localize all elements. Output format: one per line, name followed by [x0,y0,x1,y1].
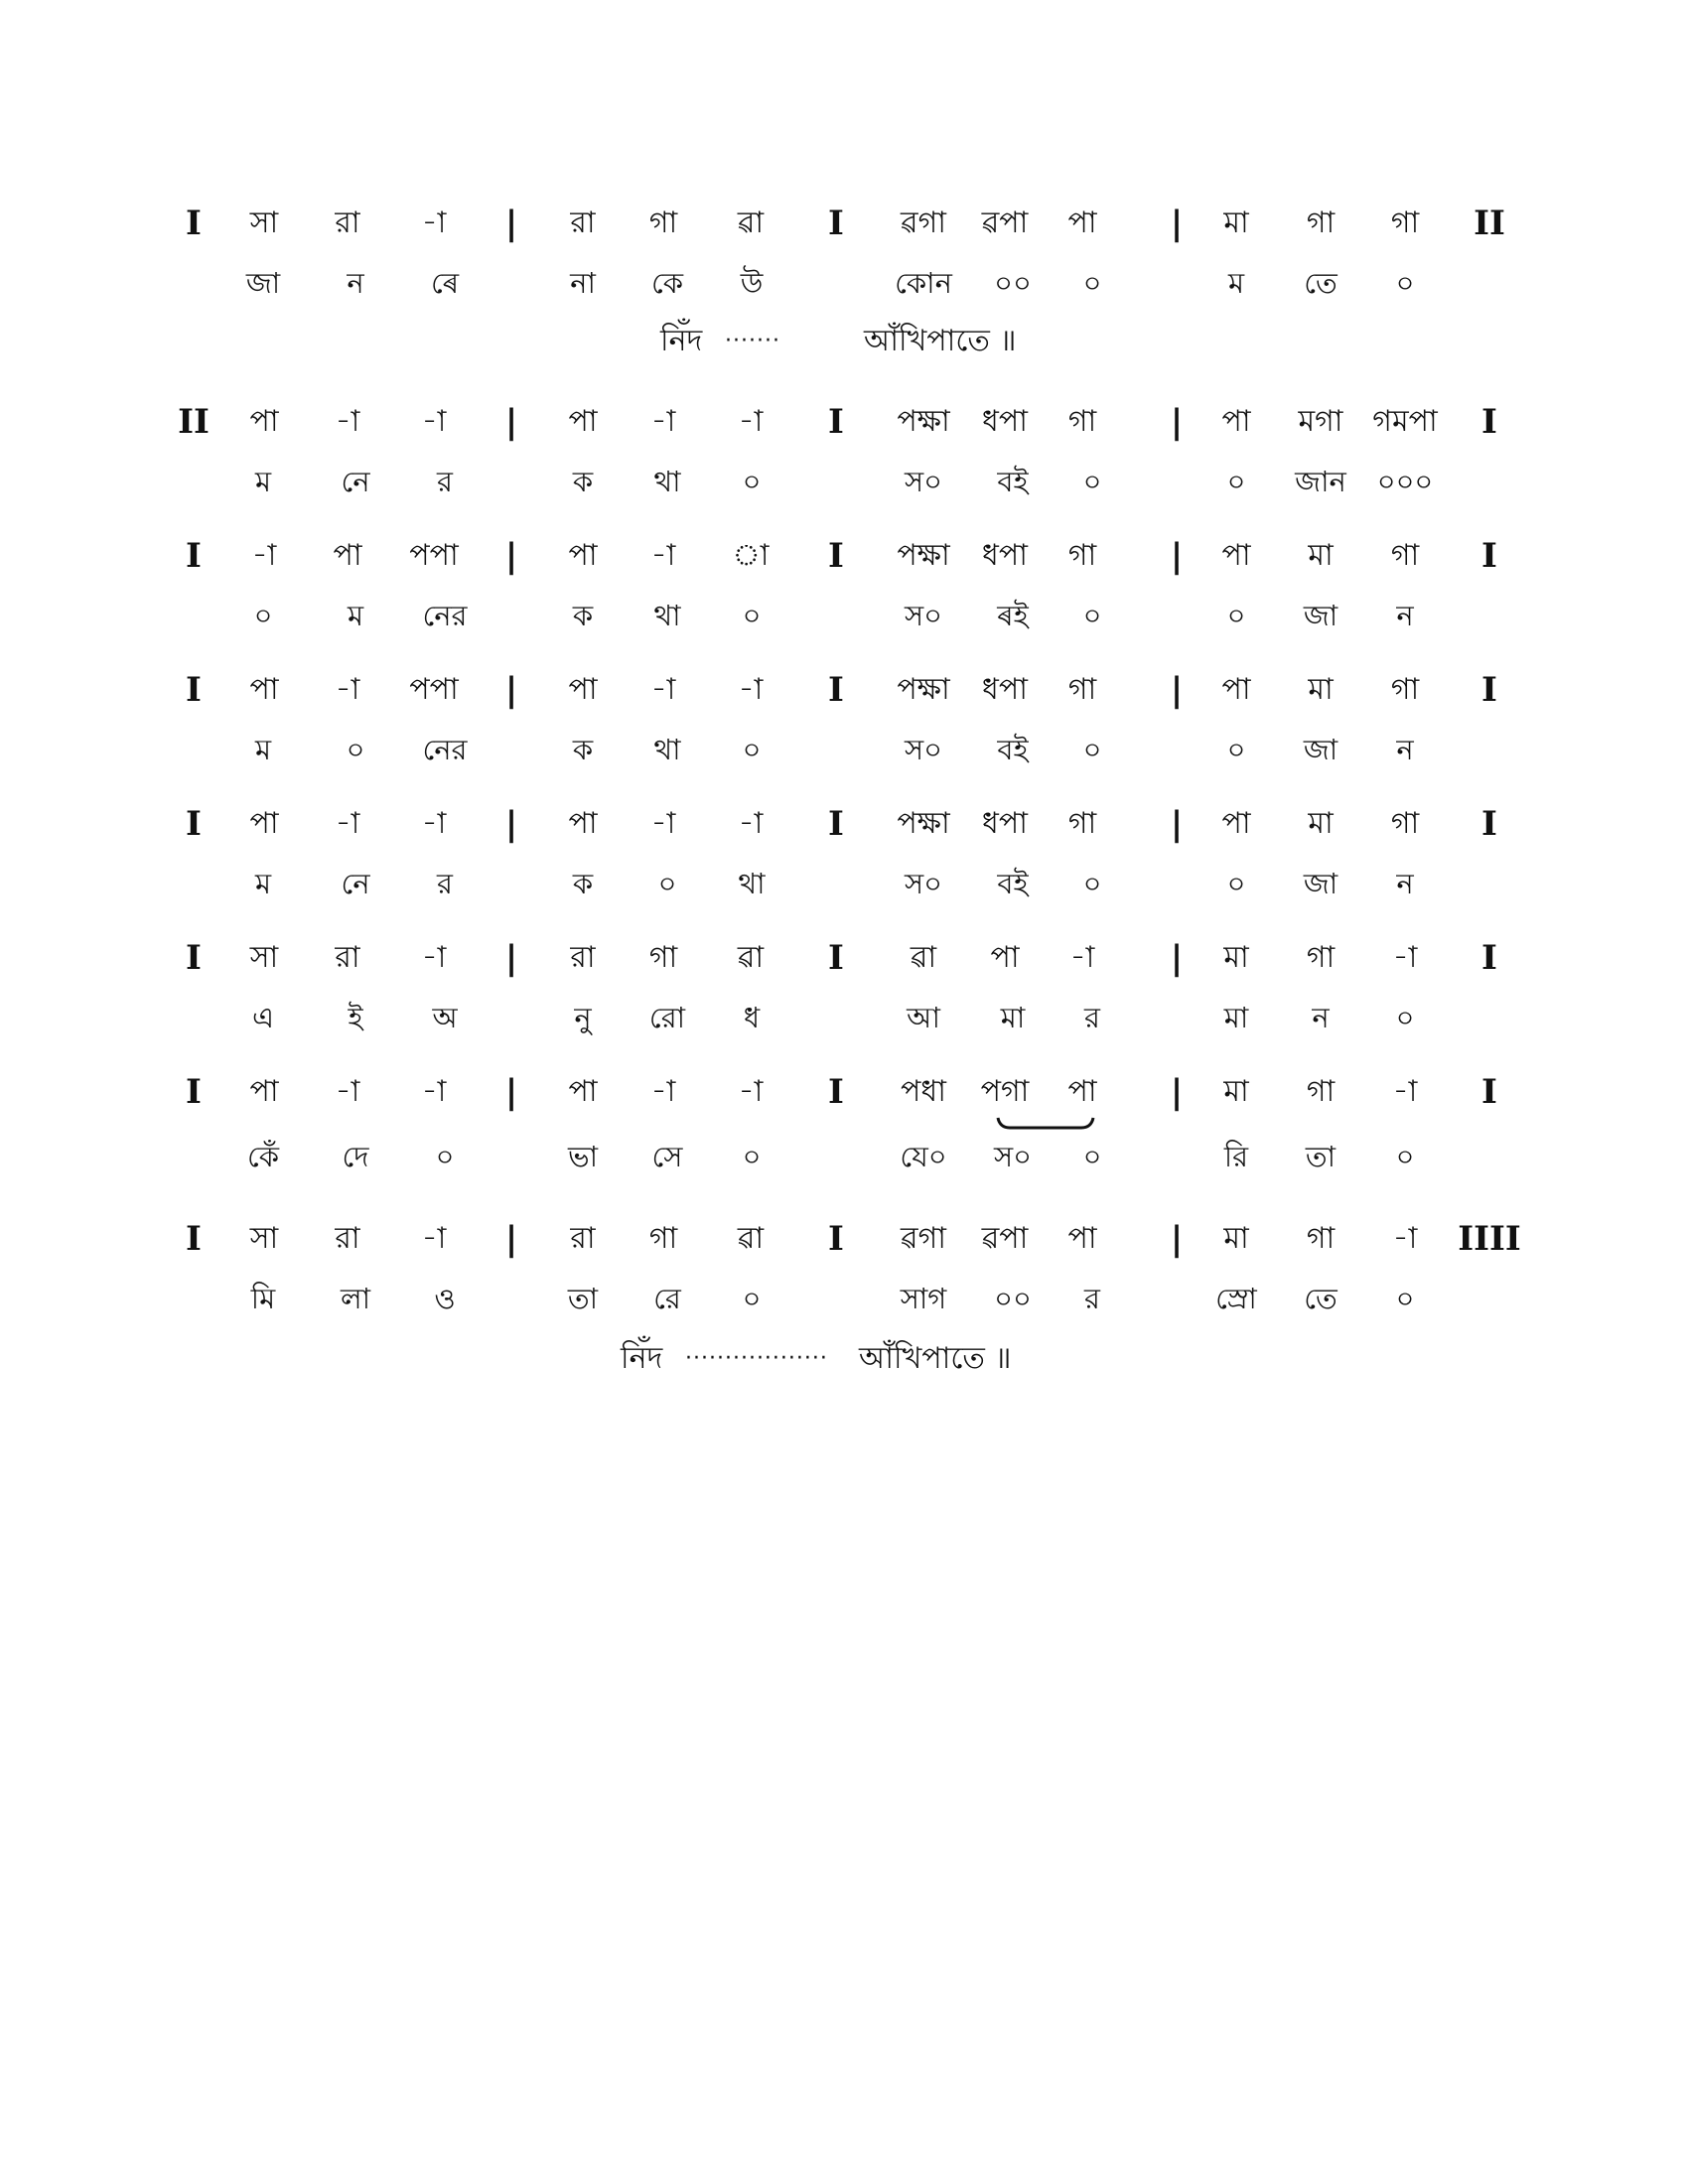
swara-note: পা [568,672,598,707]
swara-note: ৱা [737,940,765,975]
swara-note: পা [1067,205,1097,240]
lyric-syllable: র [1084,1282,1100,1315]
swara-note: সা [249,940,279,975]
bar-line: I [828,1072,844,1112]
lyric-syllable: নু [574,1001,592,1034]
notation-row-3 [0,536,1688,576]
swara-note: পা [568,1074,598,1109]
swara-note: -া [335,404,360,439]
lyric-syllable: যে০ [900,1140,947,1173]
swara-note: গা [1306,940,1336,975]
swara-note: পা [1221,672,1251,707]
lyric-syllable: ০ [742,599,762,632]
refrain-line [0,320,1688,363]
refrain-end: আঁখিপাতে ॥ [859,1341,1012,1376]
swara-note: পা [249,1074,279,1109]
bar-line: I [828,804,844,844]
lyric-syllable: ক [572,599,594,632]
swara-note: -া [335,1074,360,1109]
swara-note: মা [1223,940,1249,975]
lyric-row-5 [0,864,1688,903]
lyric-syllable: না [570,266,596,300]
bar-line: I [1481,938,1497,978]
swara-note: -া [335,806,360,841]
bar-line: I [186,204,202,243]
swara-note: ধপা [982,672,1028,707]
lyric-syllable: ০ [742,1140,762,1173]
swara-note: গা [1390,205,1420,240]
lyric-syllable: স০ [904,733,943,766]
lyric-syllable: ০ [1226,599,1246,632]
lyric-syllable: ০ [742,465,762,498]
bar-line: II [178,402,210,442]
bar-line: I [1481,536,1497,576]
swara-note: পগা [980,1074,1030,1109]
lyric-syllable: ০ [742,733,762,766]
lyric-syllable: ০ [346,733,365,766]
lyric-syllable: বই [997,867,1029,900]
lyric-syllable: ৰে [430,266,460,300]
bar-line: | [504,804,518,844]
lyric-syllable: লা [340,1282,371,1315]
swara-note: -া [650,538,676,573]
lyric-syllable: ০ [1082,867,1102,900]
lyric-syllable: দে [342,1140,369,1173]
swara-note: গা [1067,806,1097,841]
lyric-syllable: ম [254,465,272,498]
swara-note: সা [249,205,279,240]
swara-note: রা [335,940,360,975]
swara-note: গা [648,940,678,975]
lyric-syllable: ম [347,599,364,632]
notation-row-7 [0,1072,1688,1112]
swara-note: -া [421,205,447,240]
lyric-syllable: নের [422,599,468,632]
lyric-syllable: থা [653,733,681,766]
bar-line: | [504,536,518,576]
swara-note: -া [1069,940,1095,975]
swara-note: ৱপা [981,205,1029,240]
swara-note: ধপা [982,806,1028,841]
bar-line: I [186,670,202,710]
lyric-syllable: ন [1396,599,1414,632]
bar-line: I [186,804,202,844]
bar-line: | [1170,938,1184,978]
notation-row-2 [0,402,1688,442]
swara-note: পপা [409,538,459,573]
swara-note: পা [333,538,362,573]
lyric-syllable: জা [1303,867,1338,900]
refrain-dots: ······· [725,329,780,353]
bar-line: I [186,1072,202,1112]
lyric-syllable: মা [1000,1001,1026,1034]
swara-note: মা [1223,1221,1249,1256]
swara-note: া [732,538,770,573]
lyric-syllable: থা [738,867,766,900]
lyric-syllable: ০ [1395,1001,1415,1034]
bar-line: | [1170,204,1184,243]
swara-note: পা [249,806,279,841]
lyric-syllable: অ [432,1001,458,1034]
swara-note: -া [421,806,447,841]
lyric-syllable: ক [572,465,594,498]
lyric-syllable: ০ [1226,867,1246,900]
lyric-syllable: ০ [1395,1140,1415,1173]
lyric-syllable: জা [1303,599,1338,632]
bar-line: I [828,536,844,576]
lyric-syllable: রে [653,1282,681,1315]
bar-line: | [1170,402,1184,442]
lyric-syllable: ০ [1395,1282,1415,1315]
bar-line: I [186,1219,202,1259]
lyric-syllable: ০ [253,599,273,632]
swara-note: -া [421,404,447,439]
swara-note: গা [648,1221,678,1256]
swara-note: ৱা [737,1221,765,1256]
swara-note: পা [1067,1074,1097,1109]
bar-line: I [1481,670,1497,710]
lyric-syllable: স০ [904,465,943,498]
swara-note: গা [1306,1074,1336,1109]
bar-line: I [828,402,844,442]
bar-line: I [1481,402,1497,442]
lyric-syllable: ন [1396,733,1414,766]
lyric-syllable: ম [254,867,272,900]
lyric-syllable: জা [245,266,281,300]
swara-note: পা [1221,404,1251,439]
lyric-syllable: ও [434,1282,456,1315]
lyric-syllable: ০ [1226,465,1246,498]
bar-line: | [1170,804,1184,844]
bar-line: IIII [1458,1219,1521,1259]
lyric-syllable: ই [348,1001,363,1034]
swara-note: পা [1067,1221,1097,1256]
bar-line: | [1170,1072,1184,1112]
swara-note: রা [335,205,360,240]
lyric-syllable: ০০০ [1376,465,1434,498]
lyric-syllable: স্রো [1215,1282,1257,1315]
bar-line: | [504,402,518,442]
swara-note: পক্ষা [897,806,950,841]
swara-note: মগা [1298,404,1343,439]
lyric-syllable: ০০ [994,1282,1032,1315]
swara-note: মা [1223,205,1249,240]
swara-note: পা [568,538,598,573]
refrain-start: নিঁদ [660,324,703,358]
lyric-syllable: ০ [1082,465,1102,498]
swara-note: রা [570,940,596,975]
lyric-syllable: ধ [743,1001,761,1034]
swara-note: পক্ষা [897,404,950,439]
lyric-syllable: মি [250,1282,276,1315]
lyric-row-8 [0,1279,1688,1318]
lyric-syllable: ০ [1082,733,1102,766]
lyric-syllable: এ [251,1001,275,1034]
lyric-syllable: ভা [567,1140,599,1173]
bar-line: | [504,670,518,710]
lyric-syllable: কে [650,266,684,300]
swara-note: -া [650,806,676,841]
swara-note: -া [421,940,447,975]
bar-line: | [504,204,518,243]
swara-note: পা [568,806,598,841]
swara-note: ৱা [737,205,765,240]
swara-note: গমপা [1372,404,1438,439]
swara-note: পা [1221,538,1251,573]
swara-note: পক্ষা [897,672,950,707]
swara-note: -া [738,672,764,707]
refrain-end: আঁখিপাতে ॥ [864,324,1017,358]
lyric-syllable: তা [567,1282,599,1315]
lyric-syllable: সে [651,1140,683,1173]
bar-line: I [1481,1072,1497,1112]
lyric-syllable: নে [341,867,370,900]
swara-note: গা [1390,538,1420,573]
lyric-syllable: মা [1223,1001,1249,1034]
swara-note: পক্ষা [897,538,950,573]
lyric-syllable: রো [648,1001,686,1034]
bar-line: I [828,204,844,243]
lyric-syllable: উ [740,266,764,300]
notation-row-8 [0,1219,1688,1259]
swara-note: ৱা [910,940,937,975]
lyric-row-3 [0,596,1688,635]
swara-note: পা [249,404,279,439]
lyric-syllable: জা [1303,733,1338,766]
lyric-syllable: ০ [742,1282,762,1315]
swara-note: -া [1392,1221,1418,1256]
swara-note: মা [1308,806,1334,841]
lyric-row-4 [0,730,1688,769]
swara-note: ৱগা [901,205,946,240]
swara-note: ৱগা [901,1221,946,1256]
lyric-syllable: বই [997,733,1029,766]
lyric-syllable: ৰই [997,599,1029,632]
swara-note: -া [1392,1074,1418,1109]
bar-line: | [1170,1219,1184,1259]
swara-note: গা [648,205,678,240]
notation-row-1 [0,204,1688,243]
swara-note: রা [335,1221,360,1256]
refrain-start: নিঁদ [621,1341,663,1376]
lyric-syllable: নে [341,465,370,498]
lyric-syllable: তে [1304,266,1337,300]
swara-note: ৱপা [981,1221,1029,1256]
swara-note: পধা [901,1074,946,1109]
bar-line: | [504,1219,518,1259]
lyric-syllable: র [1084,1001,1100,1034]
lyric-row-2 [0,462,1688,501]
lyric-syllable: ক [572,867,594,900]
notation-row-5 [0,804,1688,844]
lyric-syllable: ০ [1082,266,1102,300]
lyric-syllable: স০ [904,599,943,632]
swara-note: গা [1067,538,1097,573]
lyric-syllable: ন [1396,867,1414,900]
swara-note: পপা [409,672,459,707]
lyric-syllable: ম [254,733,272,766]
bar-line: | [1170,670,1184,710]
lyric-syllable: থা [653,465,681,498]
lyric-row-6 [0,998,1688,1037]
notation-row-6 [0,938,1688,978]
swara-note: -া [738,1074,764,1109]
swara-note: পা [990,940,1020,975]
lyric-syllable: ম [1227,266,1245,300]
bar-line: I [828,938,844,978]
swara-note: -া [650,1074,676,1109]
bar-line: I [186,536,202,576]
lyric-syllable: ন [1312,1001,1330,1034]
swara-note: সা [249,1221,279,1256]
swara-note: -া [251,538,277,573]
lyric-syllable: ০ [1226,733,1246,766]
swara-note: মা [1308,672,1334,707]
lyric-syllable: র [437,867,453,900]
lyric-syllable: নের [422,733,468,766]
bar-line: | [504,938,518,978]
swara-note: গা [1306,1221,1336,1256]
swara-note: -া [421,1221,447,1256]
slur-mark [996,1116,1095,1132]
swara-note: গা [1390,672,1420,707]
swara-note: ধপা [982,538,1028,573]
lyric-syllable: রি [1223,1140,1249,1173]
lyric-syllable: ০ [1082,1140,1102,1173]
swara-note: পা [1221,806,1251,841]
bar-line: I [186,938,202,978]
swara-note: -া [738,404,764,439]
lyric-syllable: তা [1305,1140,1336,1173]
swara-note: গা [1306,205,1336,240]
lyric-syllable: ন [347,266,364,300]
lyric-syllable: ০ [435,1140,455,1173]
lyric-syllable: কেঁ [246,1140,280,1173]
swara-note: মা [1308,538,1334,573]
lyric-syllable: ০ [657,867,677,900]
swara-note: মা [1223,1074,1249,1109]
lyric-syllable: জান [1295,465,1346,498]
bar-line: | [504,1072,518,1112]
swara-note: -া [335,672,360,707]
swara-note: -া [650,404,676,439]
lyric-syllable: কোন [895,266,952,300]
swara-note: -া [1392,940,1418,975]
swara-note: -া [421,1074,447,1109]
swara-note: ধপা [982,404,1028,439]
lyric-syllable: স০ [993,1140,1033,1173]
swara-note: গা [1390,806,1420,841]
lyric-row-1 [0,263,1688,303]
lyric-row-7 [0,1137,1688,1176]
swara-note: -া [738,806,764,841]
lyric-syllable: র [437,465,453,498]
lyric-syllable: ০ [1395,266,1415,300]
lyric-syllable: স০ [904,867,943,900]
bar-line: II [1474,204,1505,243]
lyric-syllable: বই [997,465,1029,498]
bar-line: I [828,670,844,710]
lyric-syllable: আ [907,1001,940,1034]
lyric-syllable: তে [1304,1282,1337,1315]
lyric-syllable: ক [572,733,594,766]
swara-note: গা [1067,672,1097,707]
swara-note: -া [650,672,676,707]
refrain-line-final [0,1337,1688,1381]
swara-note: পা [568,404,598,439]
swara-note: রা [570,205,596,240]
notation-row-4 [0,670,1688,710]
bar-line: I [828,1219,844,1259]
lyric-syllable: ০০ [994,266,1032,300]
bar-line: | [1170,536,1184,576]
swara-note: রা [570,1221,596,1256]
refrain-dots: ·················· [685,1346,828,1371]
lyric-syllable: থা [653,599,681,632]
lyric-syllable: সাগ [900,1282,947,1315]
swara-note: গা [1067,404,1097,439]
swara-note: পা [249,672,279,707]
lyric-syllable: ০ [1082,599,1102,632]
bar-line: I [1481,804,1497,844]
